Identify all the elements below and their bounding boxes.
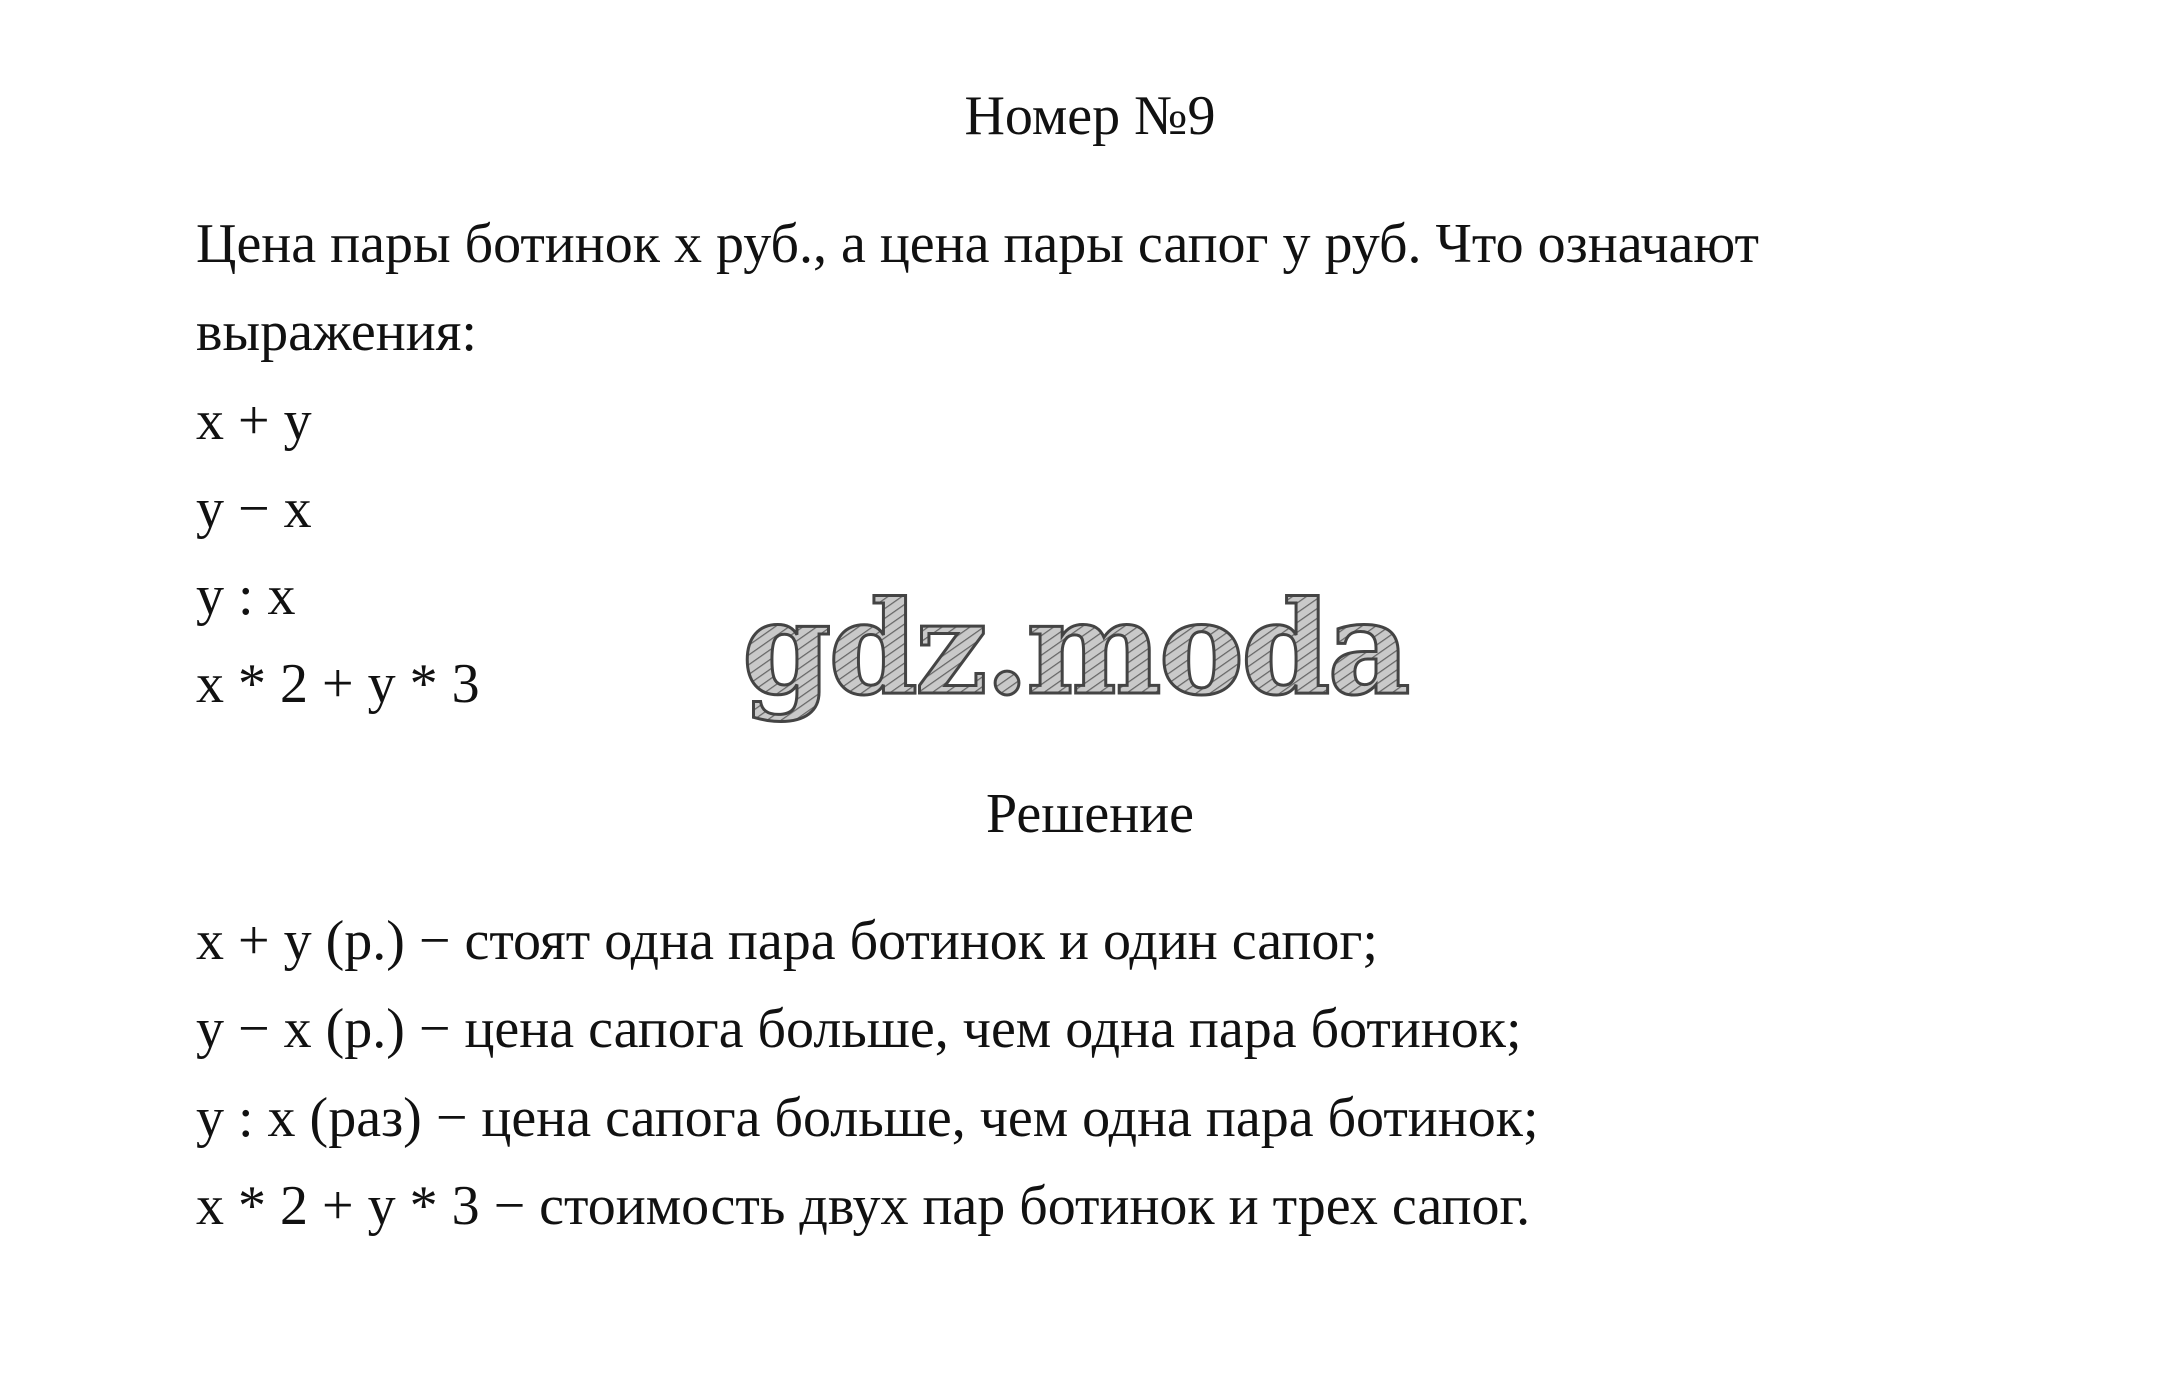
problem-statement-line-1: Цена пары ботинок х руб., а цена пары сапог у руб. Что означают — [196, 213, 1759, 275]
problem-statement-line-2: выражения: — [196, 301, 477, 363]
answer-item: х * 2 + у * 3 − стоимость двух пар ботинок и трех сапог. — [196, 1175, 1531, 1237]
solution-title: Решение — [985, 783, 1195, 845]
problem-title: Номер №9 — [964, 85, 1216, 147]
expression-item: х + у — [196, 390, 312, 452]
expression-item: у − х — [196, 478, 312, 540]
answer-item: у − х (р.) − цена сапога больше, чем одна пара ботинок; — [196, 998, 1522, 1060]
watermark-text: gdz.moda — [742, 574, 1408, 724]
expression-item: у : х — [196, 565, 296, 627]
answer-item: х + у (р.) − стоят одна пара ботинок и один сапог; — [196, 910, 1378, 972]
answer-item: у : х (раз) − цена сапога больше, чем одна пара ботинок; — [196, 1087, 1539, 1149]
watermark-logo — [736, 574, 1408, 730]
expression-item: х * 2 + у * 3 — [196, 653, 480, 715]
